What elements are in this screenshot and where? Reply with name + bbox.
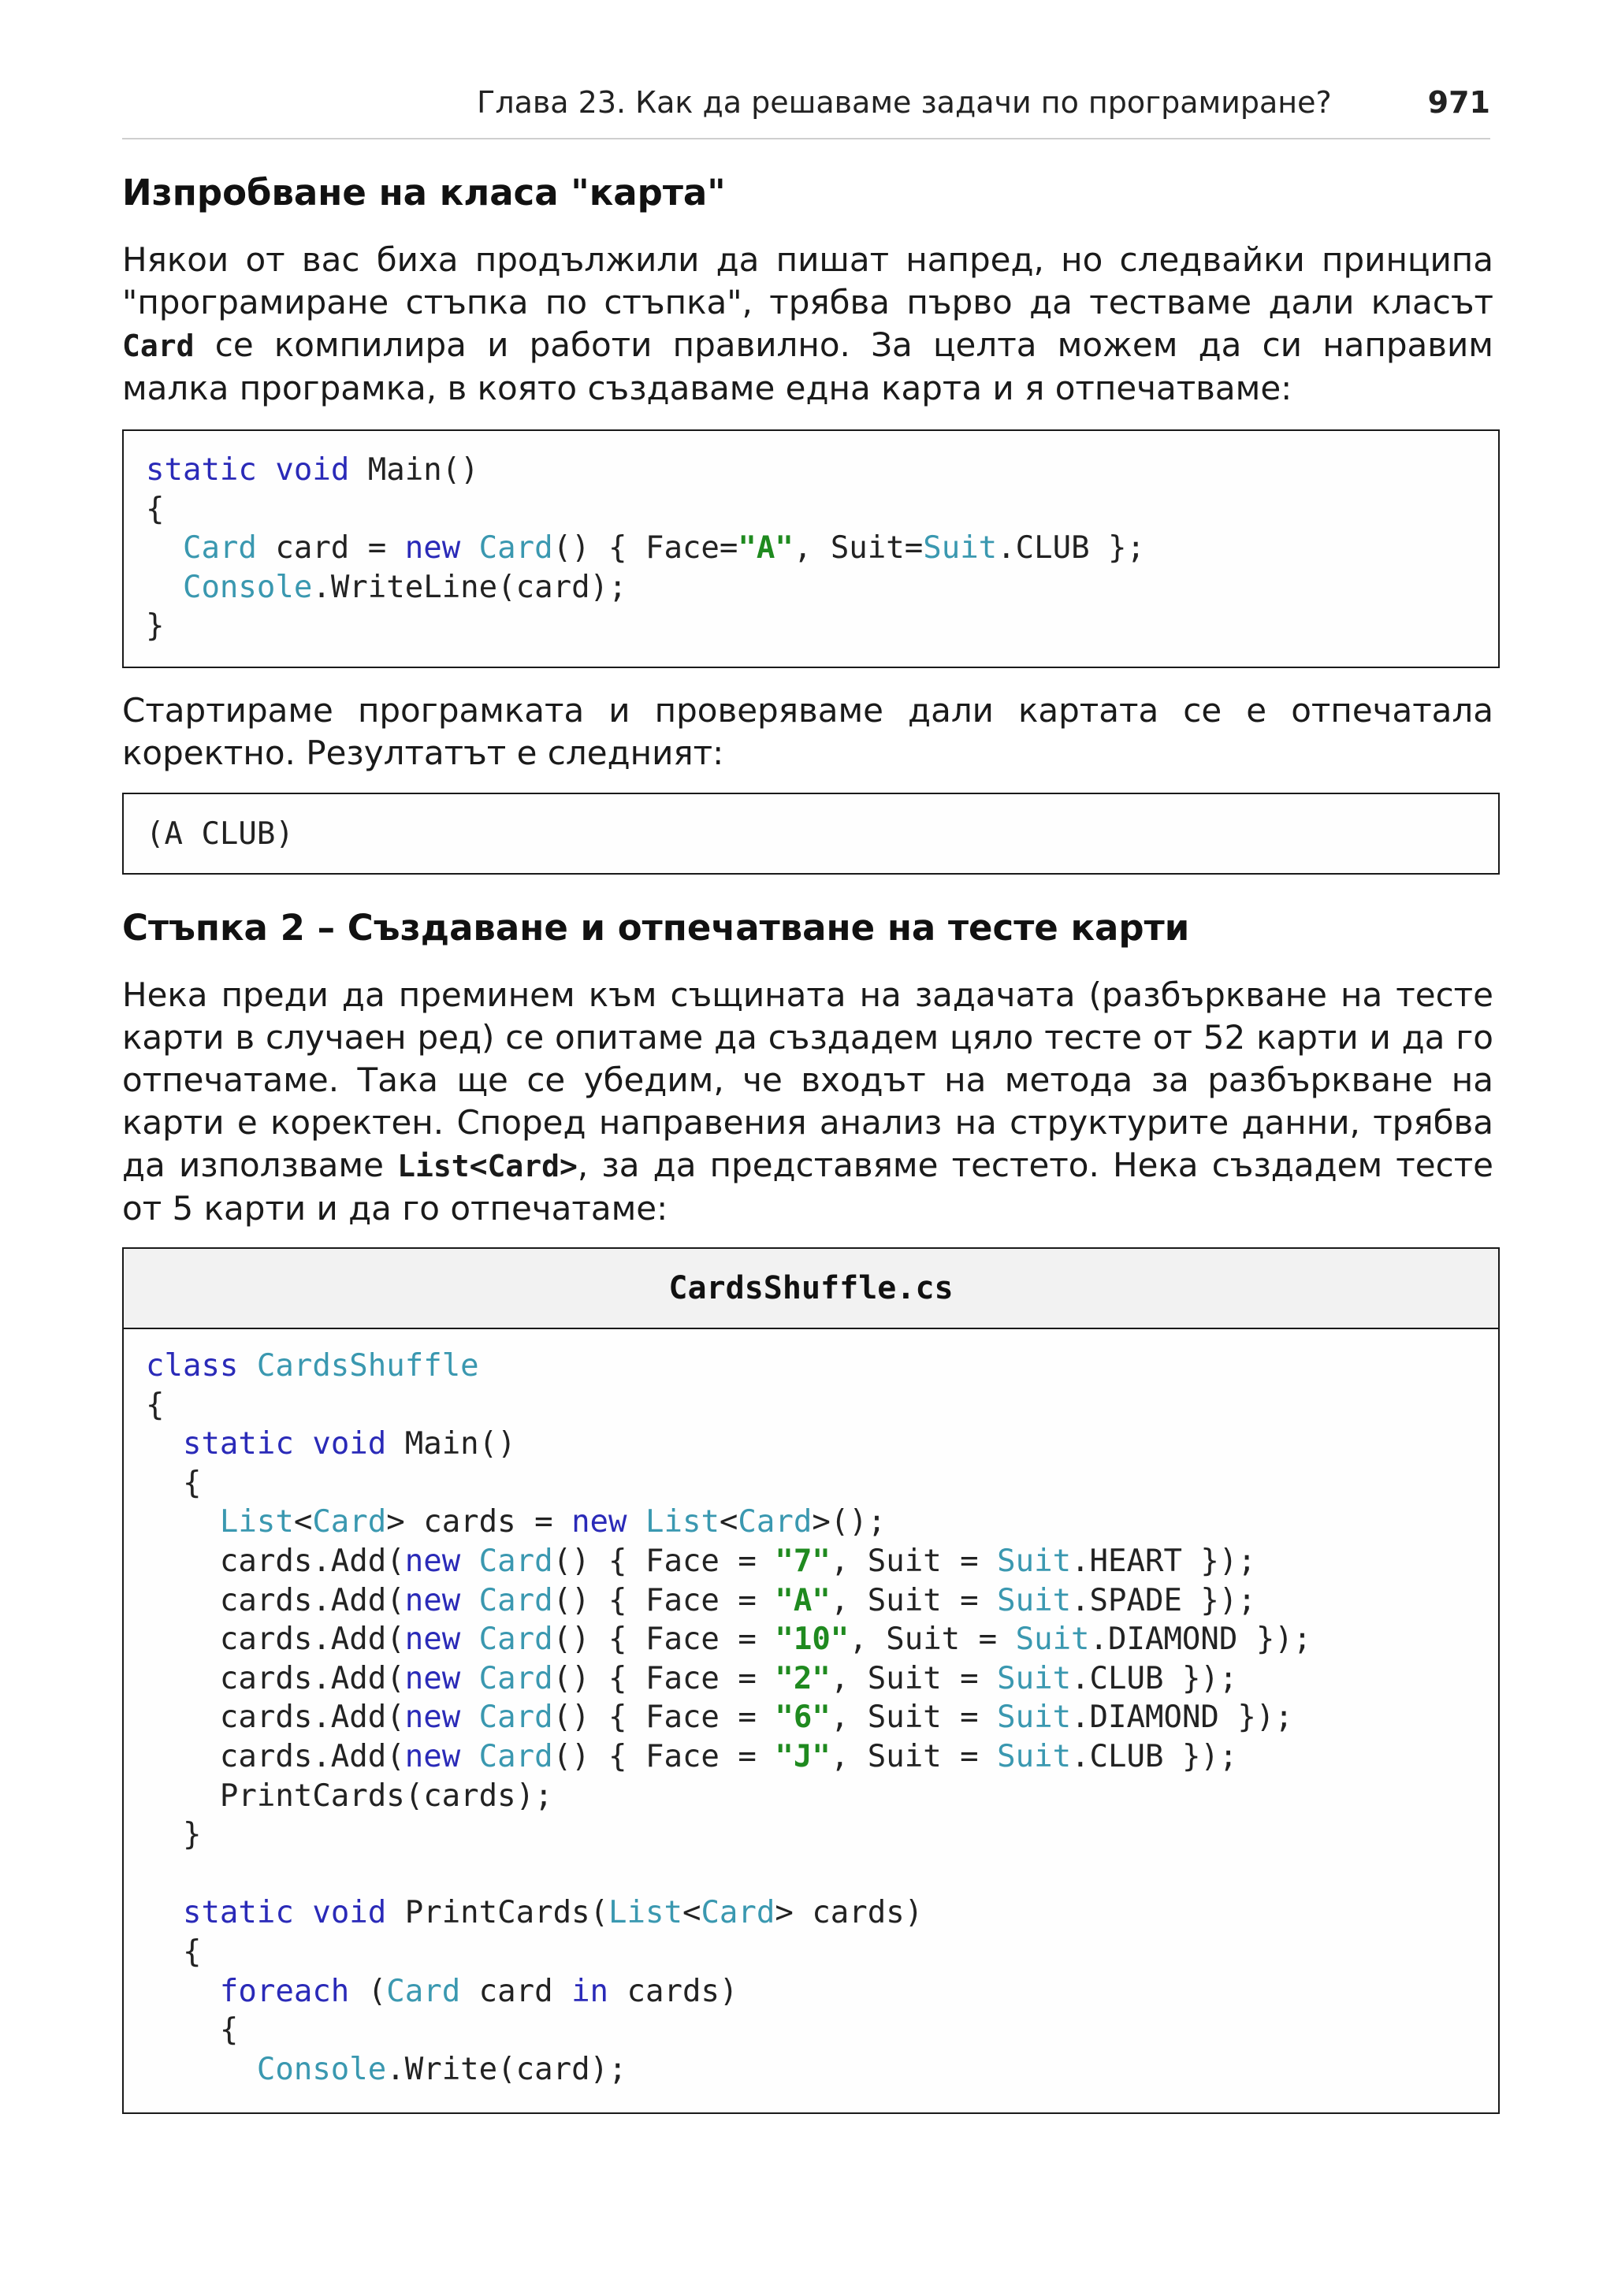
code-type: Console: [256, 2051, 387, 2087]
code-text: , Suit =: [830, 1738, 998, 1774]
paragraph-run-result: Стартираме програмката и проверяваме дали картата се е отпечатала коректно. Резултатът е следният:: [122, 691, 1493, 772]
code-text: [146, 1974, 220, 2009]
code-text: .SPADE });: [1071, 1582, 1256, 1618]
code-type: Card: [478, 1738, 553, 1774]
code-type: Suit: [997, 1543, 1072, 1579]
code-type: Suit: [997, 1738, 1072, 1774]
code-text: [238, 1348, 256, 1384]
paragraph-text: Нека преди да преминем към същината на задачата (разбъркване на тесте карти в случаен ред) се опитаме да създадем цяло тесте от 52 карти и да го отпечатаме. Така ще се убедим, че входът на метода за разбъркване на карти е коректен. Според направения анализ на структурите данни, трябва да използваме: [122, 975, 1493, 1184]
code-text: () { Face =: [552, 1543, 775, 1579]
code-text: > cards =: [386, 1504, 572, 1540]
code-type: Card: [478, 1543, 553, 1579]
code-type: Card: [312, 1504, 387, 1540]
code-keyword: static: [182, 1426, 294, 1462]
inline-code: Card: [122, 329, 195, 363]
code-string: "7": [775, 1543, 831, 1579]
code-text: () { Face =: [552, 1700, 775, 1736]
code-text: PrintCards(: [386, 1895, 609, 1931]
code-keyword: new: [404, 1700, 461, 1736]
code-line: [146, 1817, 201, 1852]
code-string: "6": [775, 1700, 831, 1736]
code-text: [460, 1544, 478, 1579]
code-text: , Suit =: [830, 1582, 998, 1618]
code-text: cards.Add(: [146, 1660, 405, 1696]
code-text: () { Face =: [552, 1622, 775, 1658]
code-string: "10": [775, 1622, 850, 1658]
code-text: [460, 530, 478, 566]
code-type: Card: [182, 530, 257, 567]
code-text: , Suit =: [830, 1660, 998, 1696]
code-text: [460, 1661, 478, 1696]
code-text: , Suit =: [849, 1622, 1016, 1658]
code-type: Card: [478, 1700, 553, 1736]
code-line: [146, 1466, 201, 1501]
section-heading-step2: Стъпка 2 – Създаване и отпечатване на тесте карти: [122, 907, 1190, 949]
code-text: cards.Add(: [146, 1738, 405, 1774]
code-line: [146, 1661, 1237, 1696]
code-keyword: new: [404, 1582, 461, 1618]
code-keyword: class: [146, 1348, 239, 1384]
code-text: .DIAMOND });: [1071, 1700, 1293, 1736]
code-text: [146, 570, 183, 605]
code-line: [146, 1895, 923, 1930]
code-line: [146, 452, 479, 488]
code-type: Suit: [997, 1700, 1072, 1736]
code-text: Main(): [349, 452, 479, 488]
code-keyword: static: [146, 452, 257, 488]
code-text: (: [349, 1973, 387, 2009]
code-keyword: new: [404, 1738, 461, 1774]
code-line: [146, 1388, 164, 1423]
code-type: Console: [182, 569, 313, 605]
code-keyword: foreach: [219, 1973, 350, 2009]
code-line: [146, 570, 627, 605]
code-type: Card: [478, 530, 553, 567]
code-file-caption: CardsShuffle.cs: [124, 1249, 1498, 1329]
code-string: "J": [775, 1738, 831, 1774]
code-type: List: [645, 1504, 720, 1540]
paragraph-text: се компилира и работи правилно. За целта можем да си направим малка програмка, в която създаваме една карта и я отпечатваме:: [122, 325, 1493, 407]
code-text: [627, 1504, 645, 1540]
code-line: [146, 1974, 738, 2009]
code-text: {: [146, 1934, 202, 1970]
code-text: [257, 452, 275, 488]
code-text: () { Face =: [552, 1738, 775, 1774]
code-text: [460, 1739, 478, 1774]
code-text: cards.Add(: [146, 1700, 405, 1736]
code-text: card: [460, 1973, 572, 2009]
code-line: [146, 1583, 1256, 1618]
code-type: Card: [478, 1582, 553, 1618]
code-line: [146, 530, 1145, 566]
paragraph-text: , за да представяме тестето. Нека създадем тесте от 5 карти и да го отпечатаме:: [122, 1146, 1494, 1228]
code-text: {: [146, 1465, 202, 1501]
code-type: Suit: [923, 530, 998, 567]
code-line: [146, 1622, 1311, 1657]
program-output: (A CLUB): [146, 816, 294, 852]
code-text: [294, 1426, 312, 1462]
code-text: () { Face =: [552, 1660, 775, 1696]
code-text: [460, 1583, 478, 1618]
code-listing: [124, 431, 1498, 646]
code-text: > cards): [775, 1895, 924, 1931]
code-text: cards.Add(: [146, 1543, 405, 1579]
code-type: Card: [386, 1973, 461, 2009]
section-heading-card-test: Изпробване на класа "карта": [122, 172, 726, 214]
code-text: Main(): [386, 1426, 516, 1462]
code-line: [146, 1739, 1237, 1774]
paragraph-text: Някои от вас биха продължили да пишат напред, но следвайки принципа "програмиране стъпка по стъпка", трябва първо да тестваме дали класът: [122, 240, 1493, 321]
code-text: .WriteLine(card);: [312, 569, 627, 605]
code-keyword: void: [312, 1895, 387, 1931]
code-line: [146, 1348, 479, 1384]
code-line: [146, 2012, 238, 2048]
code-keyword: in: [571, 1973, 609, 2009]
code-text: [146, 2052, 257, 2087]
code-string: "A": [738, 530, 794, 567]
code-text: () { Face =: [552, 1582, 775, 1618]
code-text: [460, 1622, 478, 1657]
code-text: card =: [256, 530, 405, 567]
code-string: "A": [775, 1582, 831, 1618]
code-type: Suit: [997, 1582, 1072, 1618]
code-keyword: new: [404, 1622, 461, 1658]
code-text: }: [146, 608, 165, 645]
code-listing: [124, 1329, 1498, 2089]
code-type: Card: [478, 1622, 553, 1658]
code-type: Suit: [997, 1660, 1072, 1696]
code-text: [294, 1895, 312, 1930]
code-line: [146, 492, 164, 527]
code-block-main: [122, 429, 1500, 668]
code-keyword: new: [571, 1504, 627, 1540]
code-type: List: [608, 1895, 682, 1931]
code-text: {: [146, 1387, 165, 1423]
chapter-title: Глава 23. Как да решаваме задачи по програмиране?: [477, 85, 1332, 120]
code-type: List: [219, 1504, 294, 1540]
code-text: .DIAMOND });: [1089, 1622, 1312, 1658]
code-text: .CLUB });: [1071, 1738, 1238, 1774]
code-text: , Suit=: [793, 530, 924, 567]
header-rule: [122, 138, 1490, 139]
code-text: [460, 1700, 478, 1735]
paragraph-intro: [122, 239, 1493, 410]
code-line: [146, 1700, 1293, 1735]
code-text: .Write(card);: [386, 2051, 627, 2087]
code-text: () { Face=: [552, 530, 738, 567]
code-line: [146, 1504, 886, 1540]
code-text: , Suit =: [830, 1700, 998, 1736]
code-type: Card: [738, 1504, 813, 1540]
running-header: [122, 85, 1490, 120]
code-line: [146, 1778, 553, 1814]
code-keyword: void: [275, 452, 350, 488]
code-text: [146, 1895, 183, 1930]
code-text: [146, 1426, 183, 1462]
code-text: >();: [812, 1504, 887, 1540]
code-text: cards.Add(: [146, 1582, 405, 1618]
code-text: , Suit =: [830, 1543, 998, 1579]
code-keyword: new: [404, 1543, 461, 1579]
code-text: {: [146, 2012, 239, 2049]
code-line: [146, 1544, 1256, 1579]
code-keyword: static: [182, 1895, 294, 1931]
code-type: Card: [701, 1895, 775, 1931]
code-text: <: [293, 1504, 313, 1540]
code-line: [146, 1934, 201, 1970]
code-text: .CLUB });: [1071, 1660, 1238, 1696]
code-text: <: [719, 1504, 738, 1540]
inline-code: List<Card>: [397, 1149, 578, 1183]
code-text: <: [682, 1895, 701, 1931]
page-number: 971: [1427, 85, 1490, 120]
code-line: [146, 1426, 516, 1462]
paragraph-step2: [122, 974, 1493, 1230]
code-keyword: new: [404, 1660, 461, 1696]
code-line: [146, 2052, 627, 2087]
output-block: [122, 793, 1500, 875]
code-string: "2": [775, 1660, 831, 1696]
code-text: }: [146, 1817, 202, 1853]
code-text: .HEART });: [1071, 1543, 1256, 1579]
code-type: Suit: [1015, 1622, 1090, 1658]
code-text: .CLUB };: [997, 530, 1145, 567]
code-type: Card: [478, 1660, 553, 1696]
code-line: [146, 608, 164, 644]
code-type: CardsShuffle: [256, 1348, 479, 1384]
code-text: cards): [608, 1973, 738, 2009]
code-text: {: [146, 491, 165, 527]
code-text: [146, 1504, 220, 1540]
code-text: PrintCards(cards);: [146, 1778, 553, 1814]
code-keyword: void: [312, 1426, 387, 1462]
code-text: cards.Add(: [146, 1622, 405, 1658]
code-block-cardsshuffle: [122, 1247, 1500, 2114]
code-keyword: new: [404, 530, 461, 567]
code-text: [146, 530, 183, 566]
